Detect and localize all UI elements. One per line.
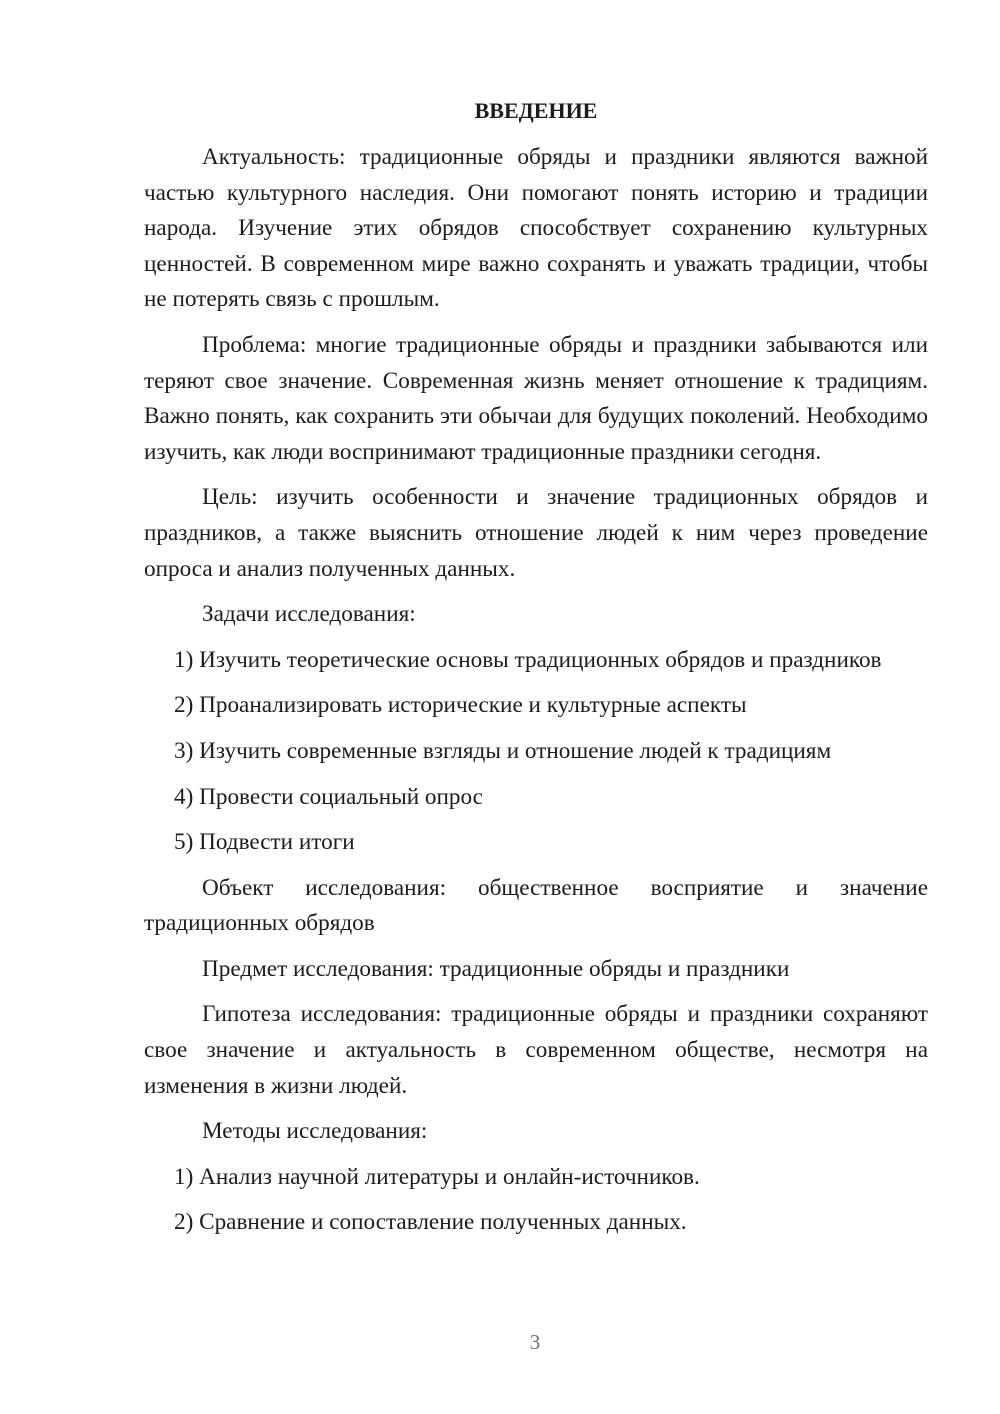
section-title: ВВЕДЕНИЕ (474, 98, 598, 123)
paragraph-hypothesis: Гипотеза исследования: традиционные обряды и праздники сохраняют свое значение и актуальность в современном обществе, несмотря на изменения в жизни людей. (144, 1001, 928, 1099)
paragraph-tasks-heading: Задачи исследования: (202, 601, 416, 628)
document-page (144, 95, 928, 1251)
paragraph-subject: Предмет исследования: традиционные обряды и праздники (202, 955, 790, 982)
page-number: 3 (529, 1330, 541, 1354)
task-item-1: 1) Изучить теоретические основы традиционных обрядов и праздников (174, 646, 882, 673)
task-item-5: 5) Подвести итоги (174, 829, 355, 856)
task-item-3: 3) Изучить современные взгляды и отношение людей к традициям (174, 737, 832, 764)
task-item-4: 4) Провести социальный опрос (174, 783, 483, 810)
method-item-1: 1) Анализ научной литературы и онлайн-источников. (174, 1163, 700, 1190)
paragraph-problem: Проблема: многие традиционные обряды и праздники забываются или теряют свое значение. Современная жизнь меняет отношение к традициям. Важно понять, как сохранить эти обычаи для будущих поколений. Необходимо изучить, как люди воспринимают традиционные праздники сегодня. (144, 331, 928, 465)
method-item-2: 2) Сравнение и сопоставление полученных данных. (174, 1209, 687, 1236)
task-item-2: 2) Проанализировать исторические и культурные аспекты (174, 692, 747, 719)
paragraph-methods-heading: Методы исследования: (202, 1118, 428, 1145)
paragraph-relevance: Актуальность: традиционные обряды и праздники являются важной частью культурного наследия. Они помогают понять историю и традиции народа. Изучение этих обрядов способствует сохранению культурных ценностей. В современном мире важно сохранять и уважать традиции, чтобы не потерять связь с прошлым. (144, 144, 928, 313)
paragraph-goal: Цель: изучить особенности и значение традиционных обрядов и праздников, а также выяснить отношение людей к ним через проведение опроса и анализ полученных данных. (144, 484, 928, 582)
paragraph-object: Объект исследования: общественное восприятие и значение традиционных обрядов (144, 874, 928, 937)
